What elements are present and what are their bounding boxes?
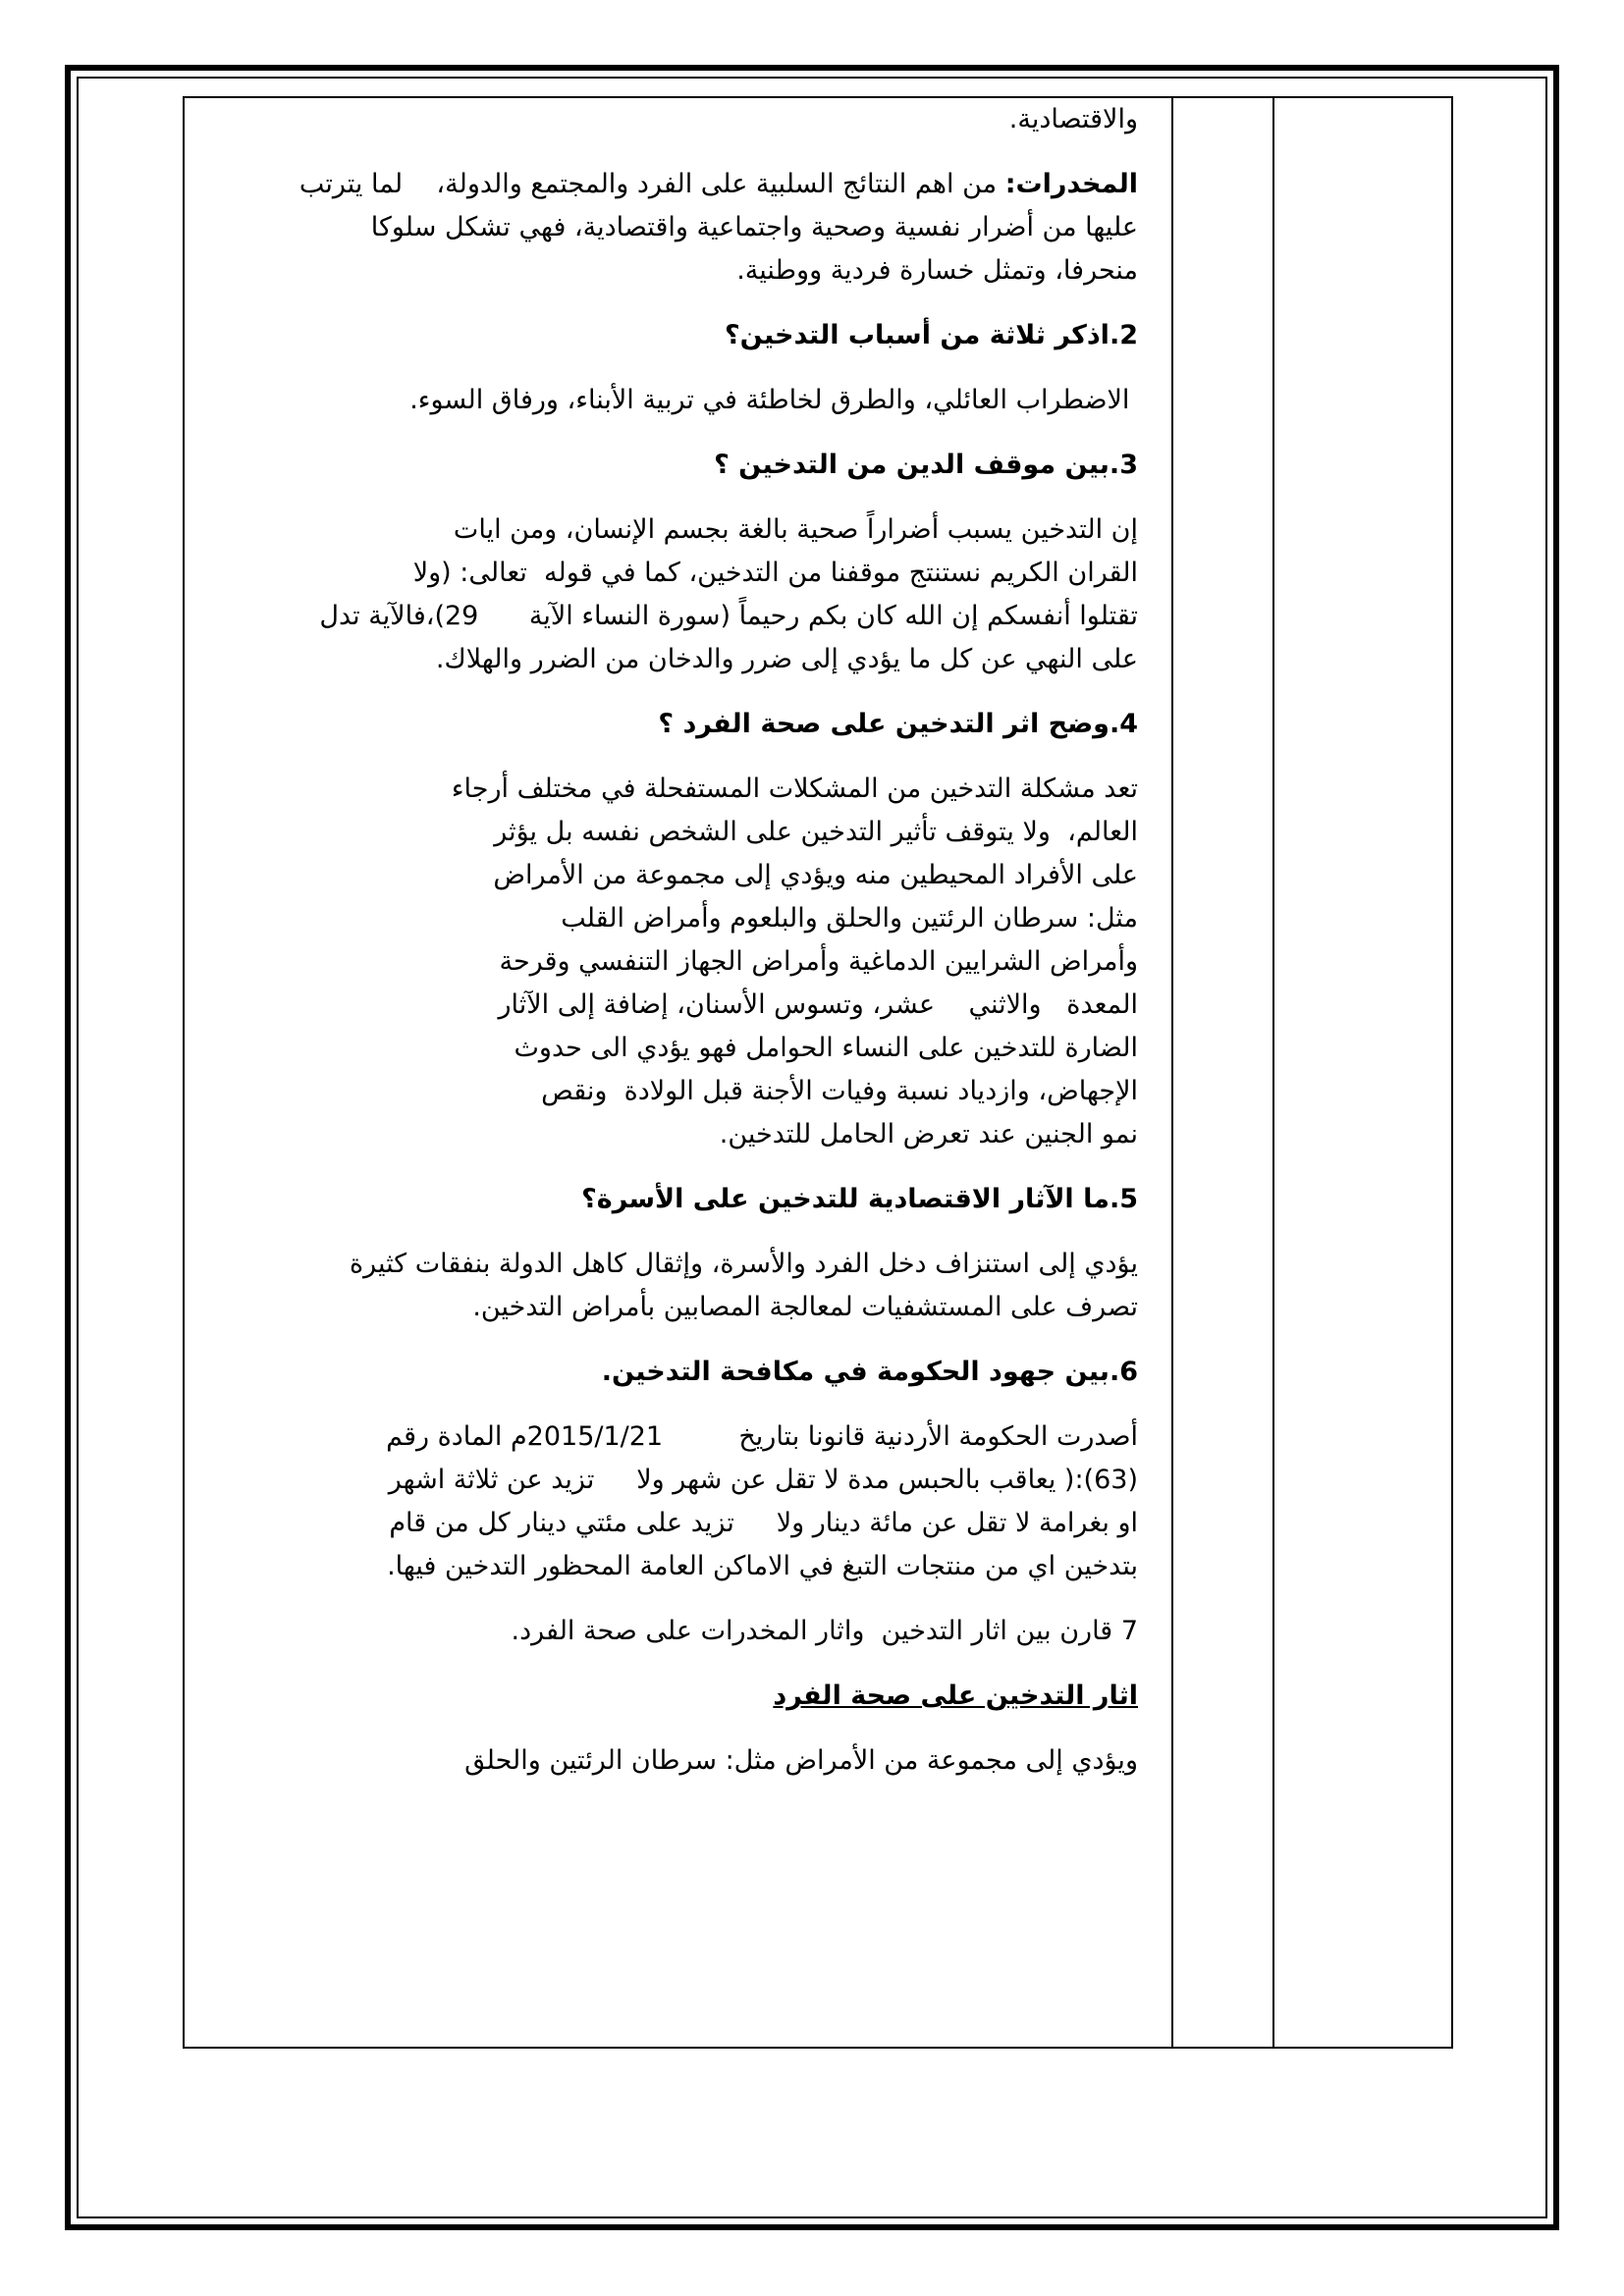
table-cell-empty-2 xyxy=(1272,96,1453,2049)
answer-4-line-2: العالم، ولا يتوقف تأثير التدخين على الشخص نفسه بل يؤثر xyxy=(494,817,1138,847)
answer-3-line-2: القران الكريم نستنتج موقفنا من التدخين، كما في قوله تعالى: (ولا xyxy=(412,558,1138,588)
question-2: 2.اذكر ثلاثة من أسباب التدخين؟ xyxy=(725,320,1138,350)
answer-2: الاضطراب العائلي، والطرق لخاطئة في تربية الأبناء، ورفاق السوء. xyxy=(409,385,1138,415)
answer-4-line-4: مثل: سرطان الرئتين والحلق والبلعوم وأمراض القلب xyxy=(561,903,1138,934)
answer-7-line-1: ويؤدي إلى مجموعة من الأمراض مثل: سرطان الرئتين والحلق xyxy=(464,1745,1138,1776)
answer-5-line-1: يؤدي إلى استنزاف دخل الفرد والأسرة، وإثقال كاهل الدولة بنفقات كثيرة xyxy=(349,1249,1138,1279)
paragraph-economic-tail: والاقتصادية. xyxy=(1008,104,1138,134)
question-4: 4.وضح اثر التدخين على صحة الفرد ؟ xyxy=(658,709,1138,739)
table-cell-empty-1 xyxy=(1171,96,1274,2049)
heading-smoking-effects: اثار التدخين على صحة الفرد xyxy=(773,1681,1138,1711)
drugs-text-1: من اهم النتائج السلبية على الفرد والمجتمع والدولة، لما يترتب xyxy=(298,169,1005,199)
answer-6-line-1: أصدرت الحكومة الأردنية قانونا بتاريخ 2015/1/21م المادة رقم xyxy=(386,1421,1138,1452)
answer-6-line-4: بتدخين اي من منتجات التبغ في الاماكن العامة المحظور التدخين فيها. xyxy=(387,1551,1138,1581)
answer-4-line-7: الضارة للتدخين على النساء الحوامل فهو يؤدي الى حدوث xyxy=(514,1033,1138,1063)
answer-3-line-4: على النهي عن كل ما يؤدي إلى ضرر والدخان من الضرر والهلاك. xyxy=(435,644,1138,674)
question-6: 6.بين جهود الحكومة في مكافحة التدخين. xyxy=(601,1357,1138,1387)
question-3: 3.بين موقف الدين من التدخين ؟ xyxy=(714,450,1138,480)
drugs-line-3: منحرفا، وتمثل خسارة فردية ووطنية. xyxy=(736,255,1138,286)
answer-4-line-8: الإجهاض، وازدياد نسبة وفيات الأجنة قبل الولادة ونقص xyxy=(541,1076,1138,1106)
answer-4-line-6: المعدة والاثني عشر، وتسوس الأسنان، إضافة إلى الآثار xyxy=(498,989,1138,1020)
answer-4-line-5: وأمراض الشرايين الدماغية وأمراض الجهاز التنفسي وقرحة xyxy=(499,946,1138,977)
drugs-line-1 xyxy=(192,163,1138,206)
answer-3-line-3: تقتلوا أنفسكم إن الله كان بكم رحيماً (سورة النساء الآية 29)،فالآية تدل xyxy=(319,601,1138,631)
answer-4-line-9: نمو الجنين عند تعرض الحامل للتدخين. xyxy=(719,1119,1138,1149)
question-5: 5.ما الآثار الاقتصادية للتدخين على الأسرة؟ xyxy=(581,1184,1138,1214)
answer-3-line-1: إن التدخين يسبب أضراراً صحية بالغة بجسم الإنسان، ومن ايات xyxy=(453,514,1138,545)
drugs-line-2: عليها من أضرار نفسية وصحية واجتماعية واقتصادية، فهي تشكل سلوكا xyxy=(370,212,1138,242)
answer-4-line-3: على الأفراد المحيطين منه ويؤدي إلى مجموعة من الأمراض xyxy=(493,860,1138,890)
answer-6-line-2: (63):( يعاقب بالحبس مدة لا تقل عن شهر ولا تزيد عن ثلاثة اشهر xyxy=(388,1465,1138,1495)
answer-5-line-2: تصرف على المستشفيات لمعالجة المصابين بأمراض التدخين. xyxy=(472,1292,1138,1322)
document-body xyxy=(192,98,1138,1783)
drugs-label: المخدرات: xyxy=(1004,169,1138,199)
answer-4-line-1: تعد مشكلة التدخين من المشكلات المستفحلة في مختلف أرجاء xyxy=(451,774,1138,804)
answer-6-line-3: او بغرامة لا تقل عن مائة دينار ولا تزيد على مئتي دينار كل من قام xyxy=(389,1508,1138,1538)
question-7: 7 قارن بين اثار التدخين واثار المخدرات على صحة الفرد. xyxy=(511,1616,1138,1646)
